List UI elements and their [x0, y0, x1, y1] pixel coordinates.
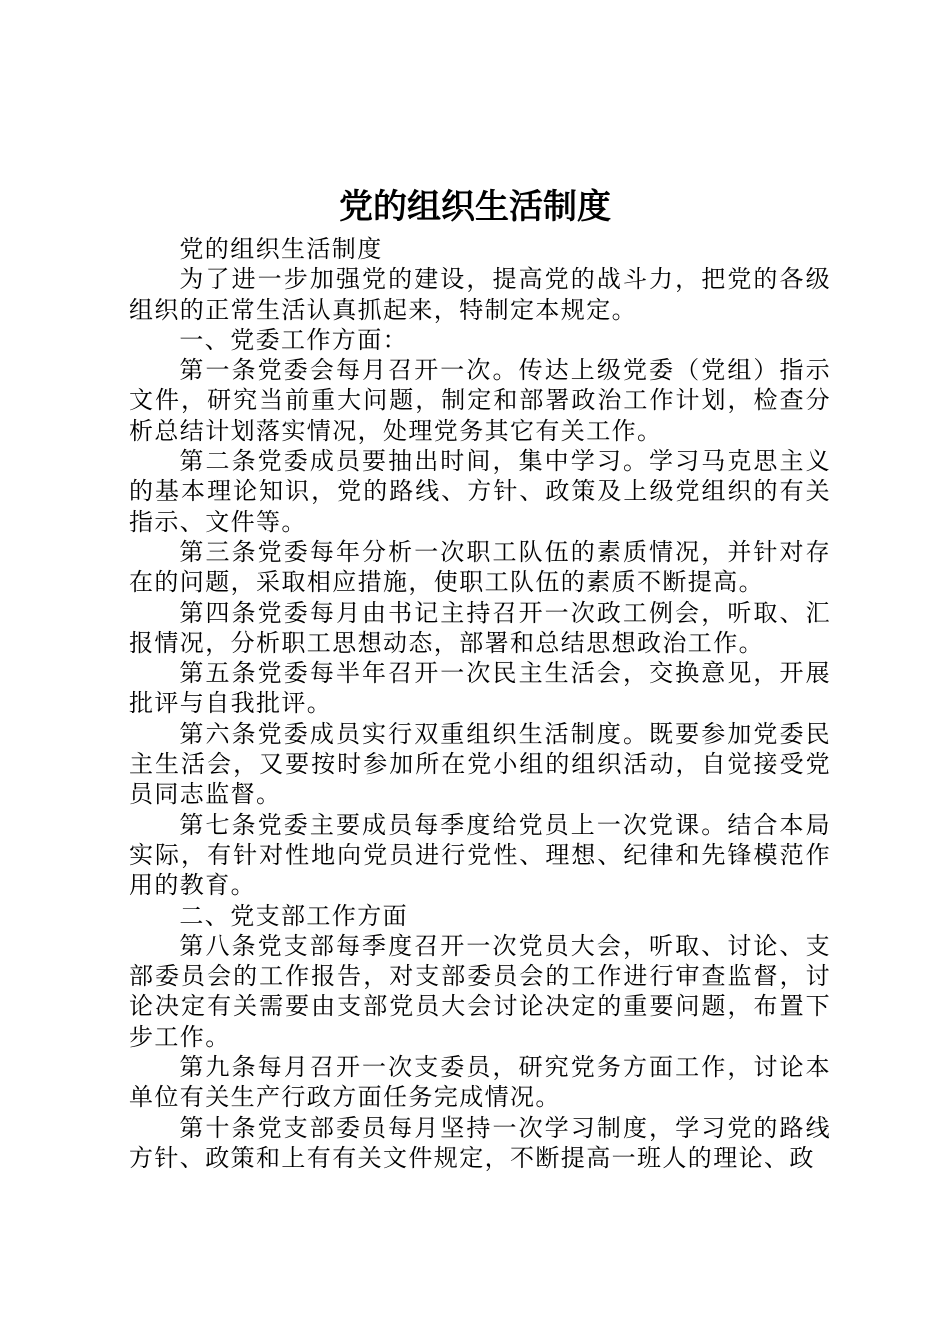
paragraph-intro: 为了进一步加强党的建设，提高党的战斗力，把党的各级组织的正常生活认真抓起来，特制定本规定。 [129, 265, 831, 324]
paragraph-article-1: 第一条党委会每月召开一次。传达上级党委（党组）指示文件，研究当前重大问题，制定和部署政治工作计划，检查分析总结计划落实情况，处理党务其它有关工作。 [129, 356, 831, 445]
paragraph-subtitle: 党的组织生活制度 [179, 235, 383, 263]
paragraph-article-3: 第三条党委每年分析一次职工队伍的素质情况，并针对存在的问题，采取相应措施，使职工队伍的素质不断提高。 [129, 537, 831, 597]
paragraph-article-8: 第八条党支部每季度召开一次党员大会，听取、讨论、支部委员会的工作报告，对支部委员会的工作进行审查监督，讨论决定有关需要由支部党员大会讨论决定的重要问题，布置下步工作。 [129, 931, 831, 1051]
section-heading-party-branch: 二、党支部工作方面 [179, 901, 408, 930]
paragraph-article-7: 第七条党委主要成员每季度给党员上一次党课。结合本局实际，有针对性地向党员进行党性、理想、纪律和先锋模范作用的教育。 [129, 810, 831, 900]
paragraph-article-9: 第九条每月召开一次支委员，研究党务方面工作，讨论本单位有关生产行政方面任务完成情况。 [129, 1053, 831, 1112]
paragraph-article-6: 第六条党委成员实行双重组织生活制度。既要参加党委民主生活会，又要按时参加所在党小组的组织活动，自觉接受党员同志监督。 [129, 719, 831, 809]
paragraph-article-2: 第二条党委成员要抽出时间，集中学习。学习马克思主义的基本理论知识，党的路线、方针、政策及上级党组织的有关指示、文件等。 [129, 447, 831, 536]
document-title: 党的组织生活制度 [339, 187, 611, 227]
paragraph-article-4: 第四条党委每月由书记主持召开一次政工例会，听取、汇报情况，分析职工思想动态，部署和总结思想政治工作。 [129, 598, 831, 657]
paragraph-article-5: 第五条党委每半年召开一次民主生活会，交换意见，开展批评与自我批评。 [129, 659, 831, 718]
document-body [129, 234, 831, 1173]
paragraph-article-10: 第十条党支部委员每月坚持一次学习制度，学习党的路线方针、政策和上有有关文件规定，不断提高一班人的理论、政 [129, 1113, 831, 1172]
section-heading-party-committee: 一、党委工作方面： [179, 325, 408, 354]
